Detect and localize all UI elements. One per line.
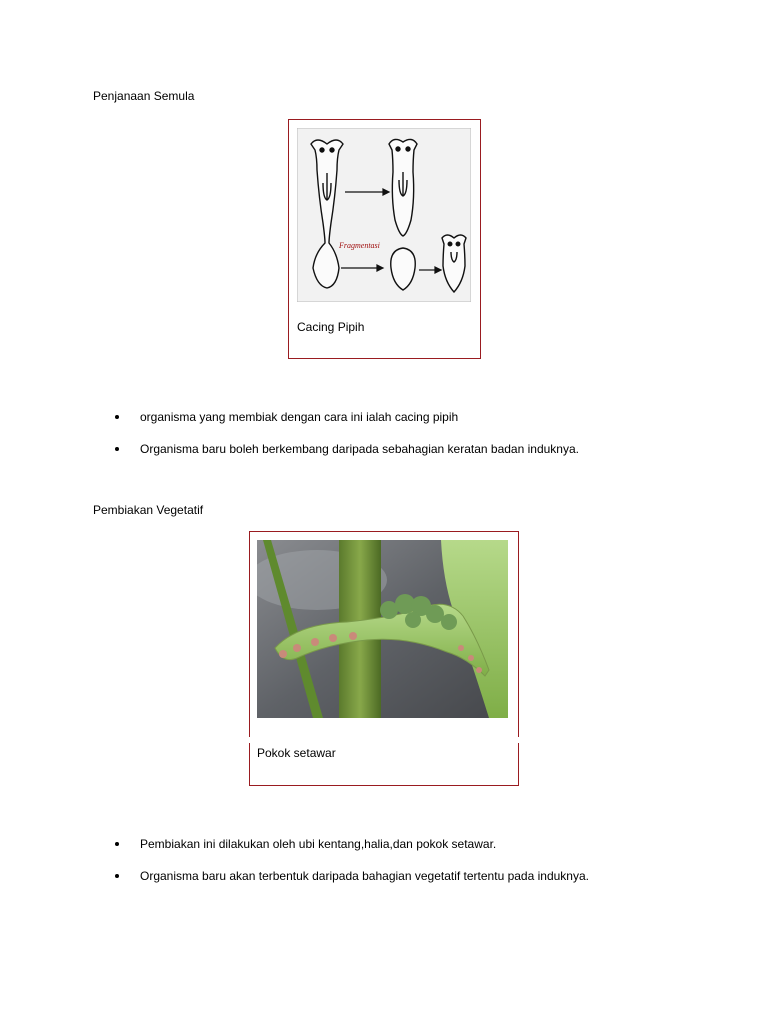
fragmentation-label: Fragmentasi [339, 241, 380, 250]
bullet-text: Pembiakan ini dilakukan oleh ubi kentang,halia,dan pokok setawar. [140, 837, 497, 851]
list-item [112, 441, 579, 473]
bullet-icon [115, 842, 119, 846]
bullet-icon [115, 447, 119, 451]
setawar-figure-frame [249, 531, 519, 786]
bullet-icon [115, 415, 119, 419]
setawar-plant-photo [257, 540, 508, 718]
bullet-text: Organisma baru akan terbentuk daripada bahagian vegetatif tertentu pada induknya. [140, 869, 589, 883]
list-item [112, 836, 589, 868]
list-item [112, 868, 589, 900]
flatworm-caption: Cacing Pipih [297, 320, 365, 334]
vegetative-bullet-list [112, 836, 589, 900]
flatworm-figure-frame [288, 119, 481, 359]
flatworm-fragmentation-diagram [297, 128, 471, 302]
regeneration-bullet-list [112, 409, 579, 473]
setawar-caption: Pokok setawar [257, 746, 336, 760]
section-heading-regeneration: Penjanaan Semula [93, 89, 195, 103]
section-heading-vegetative: Pembiakan Vegetatif [93, 503, 204, 517]
bullet-text: organisma yang membiak dengan cara ini ialah cacing pipih [140, 410, 459, 424]
bullet-text: Organisma baru boleh berkembang daripada sebahagian keratan badan induknya. [140, 442, 579, 456]
list-item [112, 409, 579, 441]
bullet-icon [115, 874, 119, 878]
